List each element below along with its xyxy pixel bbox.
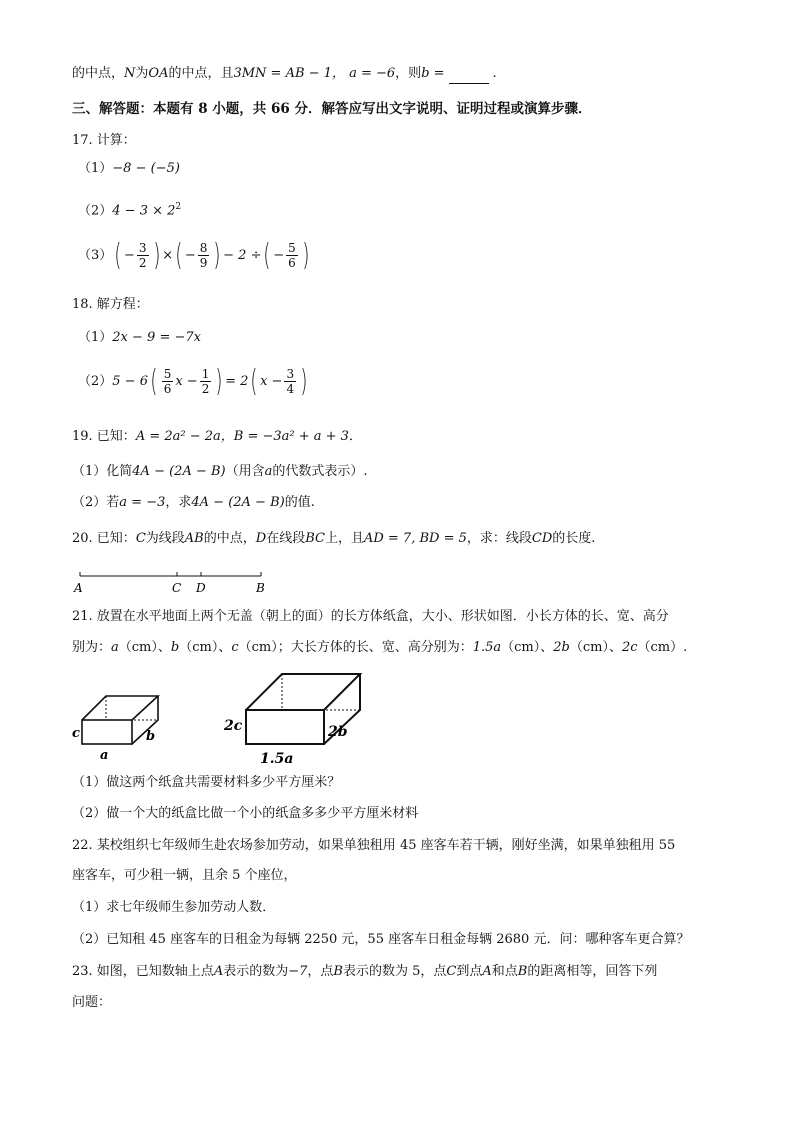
- boxes-figure: [66, 670, 366, 770]
- sign: −: [124, 248, 135, 263]
- continued-question-line: [72, 64, 497, 84]
- denominator: 9: [199, 256, 208, 270]
- exponent: 2: [175, 202, 182, 212]
- paren: ): [300, 363, 308, 399]
- math-expr: 4 − 3 × 2: [112, 203, 176, 219]
- small-box-label-a: a: [100, 748, 109, 763]
- label: （1）: [78, 330, 113, 345]
- math-oa: OA: [148, 66, 169, 81]
- text: （用含: [225, 464, 265, 479]
- fraction: [200, 367, 212, 396]
- paren: (: [114, 237, 122, 273]
- small-box-front: [82, 720, 132, 744]
- fraction: [286, 241, 298, 270]
- q20-text: [72, 529, 595, 549]
- label-a: A: [74, 581, 83, 595]
- text: （cm）.: [637, 640, 688, 655]
- small-box-label-b: b: [146, 729, 156, 744]
- paren: (: [250, 363, 258, 399]
- math-expr: a = −3: [119, 495, 166, 510]
- text: 19. 已知：: [72, 429, 136, 444]
- math-b: b =: [421, 66, 445, 81]
- paren: ): [215, 363, 223, 399]
- big-box-label-2c: 2c: [224, 718, 243, 734]
- label: （2）: [78, 203, 113, 219]
- section-heading: 三、解答题：本题有 8 小题，共 66 分．解答应写出文字说明、证明过程或演算步骤．: [72, 101, 592, 117]
- numerator: 8: [199, 241, 208, 255]
- paren: (: [150, 363, 158, 399]
- paren: ): [302, 237, 310, 273]
- operator: ×: [162, 248, 174, 263]
- fraction: [198, 241, 210, 270]
- q17-title: 17. 计算：: [72, 133, 136, 148]
- numerator: 5: [288, 241, 296, 255]
- answer-blank[interactable]: [449, 69, 489, 84]
- paren: ): [152, 237, 160, 273]
- math-b: b: [170, 640, 180, 655]
- math-expr: 4A − (2A − B): [191, 495, 285, 510]
- label: （1）: [78, 161, 113, 176]
- numerator: 5: [163, 367, 172, 381]
- text: 的距离相等，回答下列: [527, 964, 658, 979]
- math-expr: = 2: [225, 374, 249, 389]
- q22-line1: 22. 某校组织七年级师生赴农场参加劳动，如果单独租用 45 座客车若干辆，刚好坐满，如果单独租用 55: [72, 838, 676, 853]
- math-equation: 3MN = AB − 1，: [233, 66, 345, 81]
- paren: (: [175, 237, 183, 273]
- math-c: c: [231, 640, 239, 655]
- math-c: C: [446, 964, 457, 979]
- label-c: C: [172, 581, 182, 595]
- q19-part2: [72, 493, 315, 513]
- q19-title: [72, 427, 362, 447]
- q19-part1: [72, 462, 368, 482]
- big-box-label-1-5a: 1.5a: [260, 751, 294, 767]
- math-cd: CD: [531, 531, 553, 546]
- denominator: 2: [201, 382, 210, 396]
- math-1-5a: 1.5a: [472, 640, 502, 655]
- sign: −: [273, 248, 285, 263]
- text: （cm）、: [118, 640, 171, 655]
- text: .: [492, 66, 497, 81]
- math-expr: −8 − (−5): [112, 161, 180, 176]
- math-expr: 2x − 9 = −7x: [112, 330, 201, 345]
- math-a: a: [111, 640, 119, 655]
- paren: ): [213, 237, 221, 273]
- segment-figure: [70, 566, 270, 596]
- math-equation: AD = 7, BD = 5: [363, 531, 467, 546]
- text: 表示的数为 5，点: [342, 964, 447, 979]
- q21-line1: 21. 放置在水平地面上两个无盖（朝上的面）的长方体纸盒，大小、形状如图．小长方体的长、宽、高分: [72, 609, 669, 624]
- q17-part1: [78, 159, 180, 179]
- text: （1）化简: [72, 464, 133, 479]
- math-a: A: [482, 964, 492, 979]
- numerator: 3: [286, 367, 295, 381]
- text: （cm）、: [569, 640, 622, 655]
- q22-part1: （1）求七年级师生参加劳动人数．: [72, 900, 276, 915]
- math-ab: AB: [184, 531, 204, 546]
- fraction: [162, 367, 174, 396]
- q18-title: 18. 解方程：: [72, 297, 149, 312]
- q22-line2: 座客车，可少租一辆，且余 5 个座位，: [72, 868, 297, 883]
- math-value: −7: [288, 964, 308, 979]
- text: （cm）；大长方体的长、宽、高分别为：: [238, 640, 473, 655]
- q23-line2: 问题：: [72, 995, 112, 1010]
- denominator: 6: [288, 256, 296, 270]
- text: 的代数式表示）.: [272, 464, 368, 479]
- math-expr: 5 − 6: [112, 374, 148, 389]
- big-box-top: [246, 674, 360, 710]
- text: ，求：线段: [466, 531, 532, 546]
- math-expr: 4A − (2A − B): [132, 464, 226, 479]
- text: 20. 已知：: [72, 531, 136, 546]
- denominator: 2: [138, 256, 147, 270]
- text: 到点: [456, 964, 483, 979]
- text: 为线段: [145, 531, 185, 546]
- operator: − 2 ÷: [223, 248, 262, 263]
- math-expr: x −: [260, 374, 283, 389]
- q21-part2: （2）做一个大的纸盒比做一个小的纸盒多多少平方厘米材料: [72, 806, 419, 821]
- sign: −: [184, 248, 196, 263]
- text: 的中点，: [72, 66, 125, 81]
- text: 的长度.: [552, 531, 596, 546]
- q23-line1: [72, 962, 657, 982]
- text: ，则: [395, 66, 422, 81]
- label-b: B: [256, 581, 265, 595]
- text: ，点: [307, 964, 334, 979]
- paren: (: [263, 237, 271, 273]
- denominator: 4: [286, 382, 295, 396]
- text: 的值.: [284, 495, 315, 510]
- math-c: C: [135, 531, 146, 546]
- q17-part2: [78, 197, 181, 221]
- numerator: 3: [138, 241, 147, 255]
- text: 为: [135, 66, 149, 81]
- numerator: 1: [201, 367, 210, 381]
- math-n: N: [124, 66, 136, 81]
- math-expr: A = 2a² − 2a，B = −3a² + a + 3: [135, 429, 349, 444]
- math-bc: BC: [305, 531, 325, 546]
- math-d: D: [255, 531, 267, 546]
- q21-line2: [72, 638, 687, 658]
- text: 23. 如图，已知数轴上点: [72, 964, 214, 979]
- text: 在线段: [266, 531, 306, 546]
- text: 和点: [491, 964, 518, 979]
- denominator: 6: [163, 382, 172, 396]
- label: （3）: [78, 248, 113, 263]
- math-a: A: [213, 964, 224, 979]
- fraction: [284, 367, 296, 396]
- fraction: [137, 241, 149, 270]
- q21-part1: （1）做这两个纸盒共需要材料多少平方厘米？: [72, 775, 341, 790]
- text: 别为：: [72, 640, 112, 655]
- text: ，求: [165, 495, 192, 510]
- math-2c: 2c: [621, 640, 638, 655]
- big-box-label-2b: 2b: [328, 724, 348, 740]
- q17-part3: [78, 236, 311, 276]
- q18-part2: [78, 362, 310, 402]
- small-box-top: [82, 696, 158, 720]
- text: 表示的数为: [223, 964, 289, 979]
- text: （cm）、: [179, 640, 232, 655]
- text: （2）若: [72, 495, 120, 510]
- q18-part1: [78, 328, 201, 348]
- math-a: a: [264, 464, 273, 479]
- math-b: B: [333, 964, 343, 979]
- math-expr: x −: [175, 374, 198, 389]
- text: （cm）、: [501, 640, 554, 655]
- math-a-value: a = −6: [349, 66, 396, 81]
- math-2b: 2b: [553, 640, 570, 655]
- label: （2）: [78, 374, 113, 389]
- text: 上，且: [324, 531, 364, 546]
- text: ．: [348, 429, 362, 444]
- label-d: D: [196, 581, 206, 595]
- text: 的中点，: [203, 531, 256, 546]
- text: 的中点，且: [168, 66, 234, 81]
- math-b: B: [517, 964, 528, 979]
- q22-part2: （2）已知租 45 座客车的日租金为每辆 2250 元，55 座客车日租金每辆 2680 元．问：哪种客车更合算？: [72, 932, 690, 947]
- big-box-front: [246, 710, 324, 744]
- small-box-label-c: c: [72, 726, 80, 741]
